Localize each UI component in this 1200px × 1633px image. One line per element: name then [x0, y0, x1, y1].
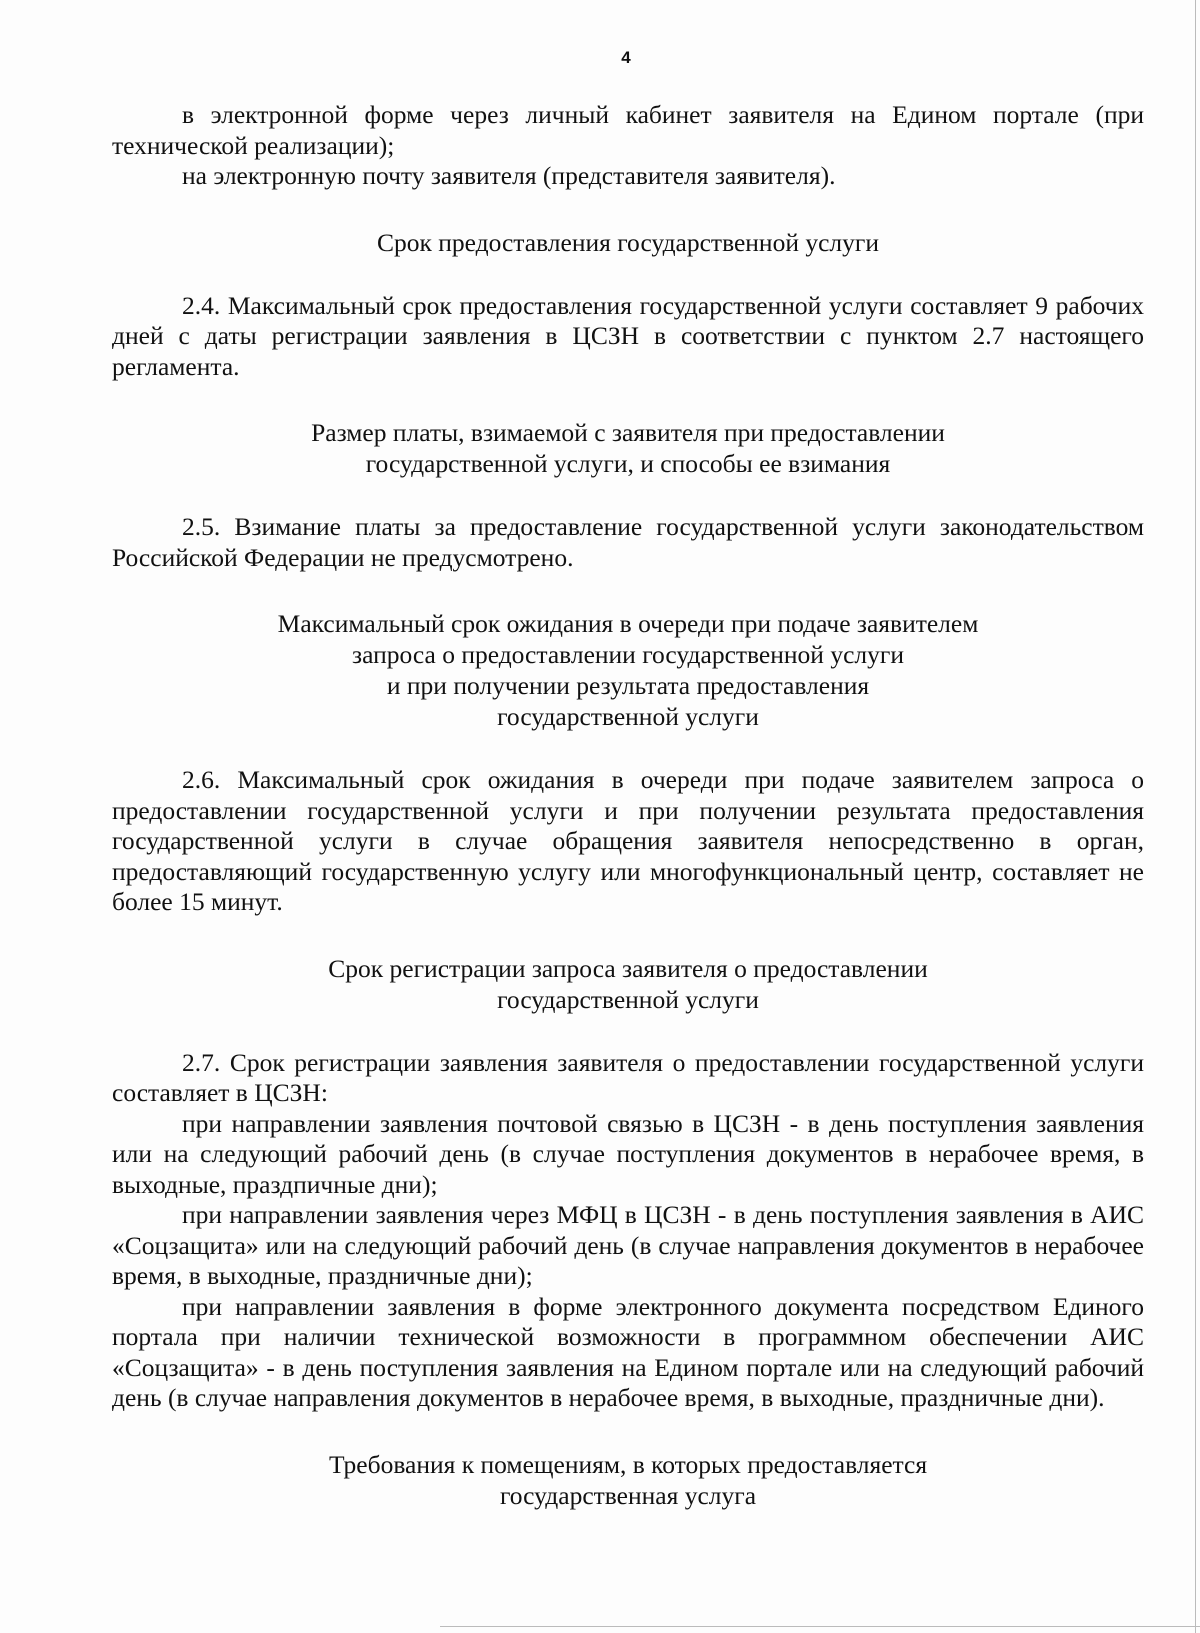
- scan-edge-bottom: [440, 1626, 1200, 1627]
- document-body: [112, 100, 1144, 1511]
- heading-line: Максимальный срок ожидания в очереди при подаче заявителем: [277, 609, 979, 638]
- heading-premises: [112, 1449, 1144, 1511]
- heading-line: государственная услуга: [499, 1480, 757, 1510]
- heading-line: Требования к помещениям, в которых предоставляется: [328, 1449, 928, 1479]
- scan-edge-right: [1195, 0, 1196, 1633]
- heading-line: Размер платы, взимаемой с заявителя при предоставлении: [311, 418, 945, 447]
- paragraph-2-6: 2.6. Максимальный срок ожидания в очереди при подаче заявителем запроса о предоставлении государственной услуги и при получении результата предоставления государственной услуги в случае обращения заявителя непосредственно в орган, предоставляющий государственную услугу или многофункциональный центр, составляет не более 15 минут.: [112, 765, 1144, 916]
- paragraph-2-7-portal: при направлении заявления в форме электронного документа посредством Единого портала при наличии технической возможности в программном обеспечении АИС «Соцзащита» - в день поступления заявления на Едином портале или на следующий рабочий день (в случае направления документов в нерабочее время, в выходные, праздничные дни).: [112, 1291, 1144, 1412]
- heading-line: Срок регистрации запроса заявителя о предоставлении: [328, 953, 928, 983]
- paragraph-2-7: 2.7. Срок регистрации заявления заявителя о предоставлении государственной услуги составляет в ЦСЗН:: [112, 1047, 1144, 1107]
- heading-line: государственной услуги, и способы ее взимания: [365, 449, 891, 478]
- paragraph-intro-email: на электронную почту заявителя (представителя заявителя).: [182, 161, 836, 190]
- heading-line: Срок предоставления государственной услуги: [376, 227, 879, 257]
- heading-registration-term: [112, 953, 1144, 1015]
- paragraph-2-7-mfc: при направлении заявления через МФЦ в ЦСЗН - в день поступления заявления в АИС «Соцзащита» или на следующий рабочий день (в случае направления документов в нерабочее время, в выходные, праздничные дни);: [112, 1200, 1144, 1290]
- page-number: 4: [621, 48, 631, 67]
- heading-line: государственной услуги: [497, 702, 759, 731]
- heading-service-term: [112, 227, 1144, 258]
- heading-fee: [112, 417, 1144, 479]
- heading-line: и при получении результата предоставления: [386, 671, 870, 700]
- heading-line: государственной услуги: [497, 984, 759, 1014]
- paragraph-2-7-postal: при направлении заявления почтовой связью в ЦСЗН - в день поступления заявления или на следующий рабочий день (в случае поступления документов в нерабочее время, в выходные, праздпичные дни);: [112, 1108, 1144, 1199]
- paragraph-intro-electronic-form: в электронной форме через личный кабинет заявителя на Едином портале (при технической реализации);: [112, 100, 1144, 160]
- paragraph-2-5: 2.5. Взимание платы за предоставление государственной услуги законодательством Российской Федерации не предусмотрено.: [112, 512, 1144, 572]
- paragraph-2-4: 2.4. Максимальный срок предоставления государственной услуги составляет 9 рабочих дней с даты регистрации заявления в ЦСЗН в соответствии с пунктом 2.7 настоящего регламента.: [112, 290, 1144, 381]
- heading-queue-time: [112, 608, 1144, 732]
- heading-line: запроса о предоставлении государственной услуги: [352, 640, 904, 669]
